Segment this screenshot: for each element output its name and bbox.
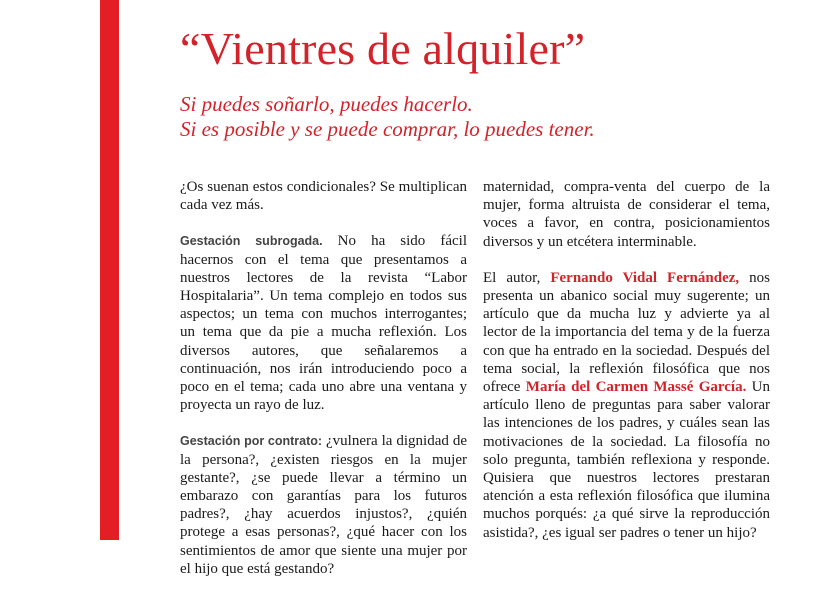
author-maria-del-carmen: María del Carmen Massé García. xyxy=(525,379,747,396)
paragraph-authors xyxy=(483,269,770,542)
lead-gestacion-contrato: Gestación por contrato: xyxy=(180,434,323,449)
body-gestacion-subrogada: No ha sido fácil hacernos con el tema que presentamos a nuestros lectores de la revista “Labor Hospitalaria”. Un tema complejo en todos sus aspectos; un tema con muchos interrogantes; un tema que da pie a mucha reflexión. Los diversos autores, que señalaremos a continuación, nos irán introduciendo poco a poco en el tema; cada uno abre una ventana y proyecta un rayo de luz. xyxy=(180,233,468,414)
page-title: “Vientres de alquiler” xyxy=(180,23,586,74)
subtitle-line-2: Si es posible y se puede comprar, lo puedes tener. xyxy=(180,117,595,141)
paragraph-continuation: maternidad, compra-venta del cuerpo de la mujer, forma altruista de considerar el tema, voces a favor, en contra, posicionamientos diversos y un etcétera interminable. xyxy=(483,179,770,250)
left-column xyxy=(180,178,467,596)
paragraph-intro: ¿Os suenan estos condicionales? Se multiplican cada vez más. xyxy=(180,179,467,214)
lead-gestacion-subrogada: Gestación subrogada. xyxy=(180,234,323,249)
body-gestacion-contrato: ¿vulnera la dignidad de la persona?, ¿existen riesgos en la mujer gestante?, ¿se puede llevar a término un embarazo con garantías para los futuros padres?, ¿hay acuerdos injustos?, ¿quién protege a esas personas?, ¿qué hacer con los sentimientos de amor que siente una mujer por el hijo que está gestando? xyxy=(180,433,467,577)
red-margin-bar xyxy=(100,0,119,540)
authors-text-b: nos presenta un abanico social muy sugerente; un artículo que da mucha luz y advierte ya al lector de la importancia del tema y de la fuerza con que ha entrado en la sociedad. Después del tema social, la reflexión filosófica que nos ofrece xyxy=(483,269,770,396)
authors-text-a: El autor, xyxy=(483,269,551,286)
author-fernando-vidal: Fernando Vidal Fernández, xyxy=(550,269,740,286)
subtitle-line-1: Si puedes soñarlo, puedes hacerlo. xyxy=(180,92,473,116)
authors-text-c: Un artículo lleno de preguntas para saber valorar las intenciones de los padres, y cuáles sean las motivaciones de la sociedad. La filosofía no solo pregunta, también reflexiona y responde. Quisiera que nuestros lectores prestaran atención a esta reflexión filosófica que ilumina muchos porqués: ¿a qué sirve la reproducción asistida?, ¿es igual ser padres o tener un hijo? xyxy=(483,379,770,541)
paragraph-gestacion-subrogada xyxy=(180,232,467,414)
paragraph-gestacion-contrato xyxy=(180,432,467,578)
subtitle xyxy=(180,92,595,142)
right-column xyxy=(483,178,770,560)
